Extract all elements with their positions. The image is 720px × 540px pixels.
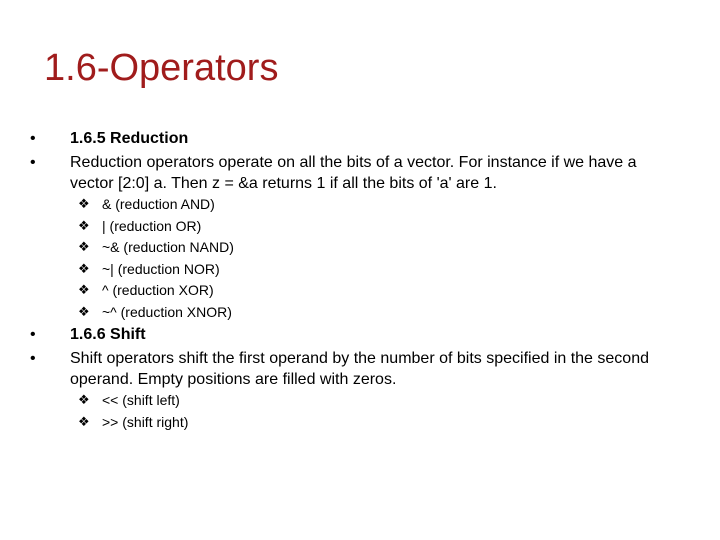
bullet-icon: •: [30, 326, 36, 343]
bullet-reduction-description: [30, 152, 670, 194]
diamond-bullet-icon: ❖: [78, 218, 90, 233]
bullet-icon: •: [30, 154, 36, 171]
sub-bullet-reduction-nor: [78, 259, 638, 279]
sub-bullet-text: ^ (reduction XOR): [102, 282, 214, 298]
sub-bullet-reduction-xnor: [78, 302, 638, 322]
sub-bullet-reduction-xor: [78, 280, 638, 300]
bullet-text: Reduction operators operate on all the bits of a vector. For instance if we have a vector [2:0] a. Then z = &a returns 1 if all the bits of 'a' are 1.: [70, 154, 637, 192]
sub-bullet-text: << (shift left): [102, 392, 180, 408]
diamond-bullet-icon: ❖: [78, 414, 90, 429]
bullet-reduction-heading: [30, 128, 670, 149]
sub-bullet-text: ~| (reduction NOR): [102, 261, 220, 277]
sub-bullet-shift-right: [78, 412, 638, 432]
bullet-text: Shift operators shift the first operand by the number of bits specified in the second operand. Empty positions are filled with zeros.: [70, 350, 649, 388]
sub-bullet-shift-left: [78, 390, 638, 410]
diamond-bullet-icon: ❖: [78, 196, 90, 211]
diamond-bullet-icon: ❖: [78, 304, 90, 319]
sub-bullet-text: >> (shift right): [102, 414, 189, 430]
diamond-bullet-icon: ❖: [78, 239, 90, 254]
sub-bullet-reduction-nand: [78, 237, 638, 257]
bullet-icon: •: [30, 130, 36, 147]
sub-bullet-text: | (reduction OR): [102, 218, 202, 234]
bullet-shift-heading: [30, 324, 670, 345]
bullet-text: 1.6.6 Shift: [70, 326, 146, 343]
diamond-bullet-icon: ❖: [78, 392, 90, 407]
sub-bullet-reduction-and: [78, 194, 638, 214]
diamond-bullet-icon: ❖: [78, 261, 90, 276]
sub-bullet-text: & (reduction AND): [102, 196, 215, 212]
sub-bullet-text: ~& (reduction NAND): [102, 239, 234, 255]
sub-bullet-reduction-or: [78, 216, 638, 236]
diamond-bullet-icon: ❖: [78, 282, 90, 297]
bullet-shift-description: [30, 348, 670, 390]
bullet-text: 1.6.5 Reduction: [70, 130, 189, 147]
sub-bullet-text: ~^ (reduction XNOR): [102, 304, 232, 320]
slide-title: 1.6-Operators: [44, 47, 279, 89]
bullet-icon: •: [30, 350, 36, 367]
